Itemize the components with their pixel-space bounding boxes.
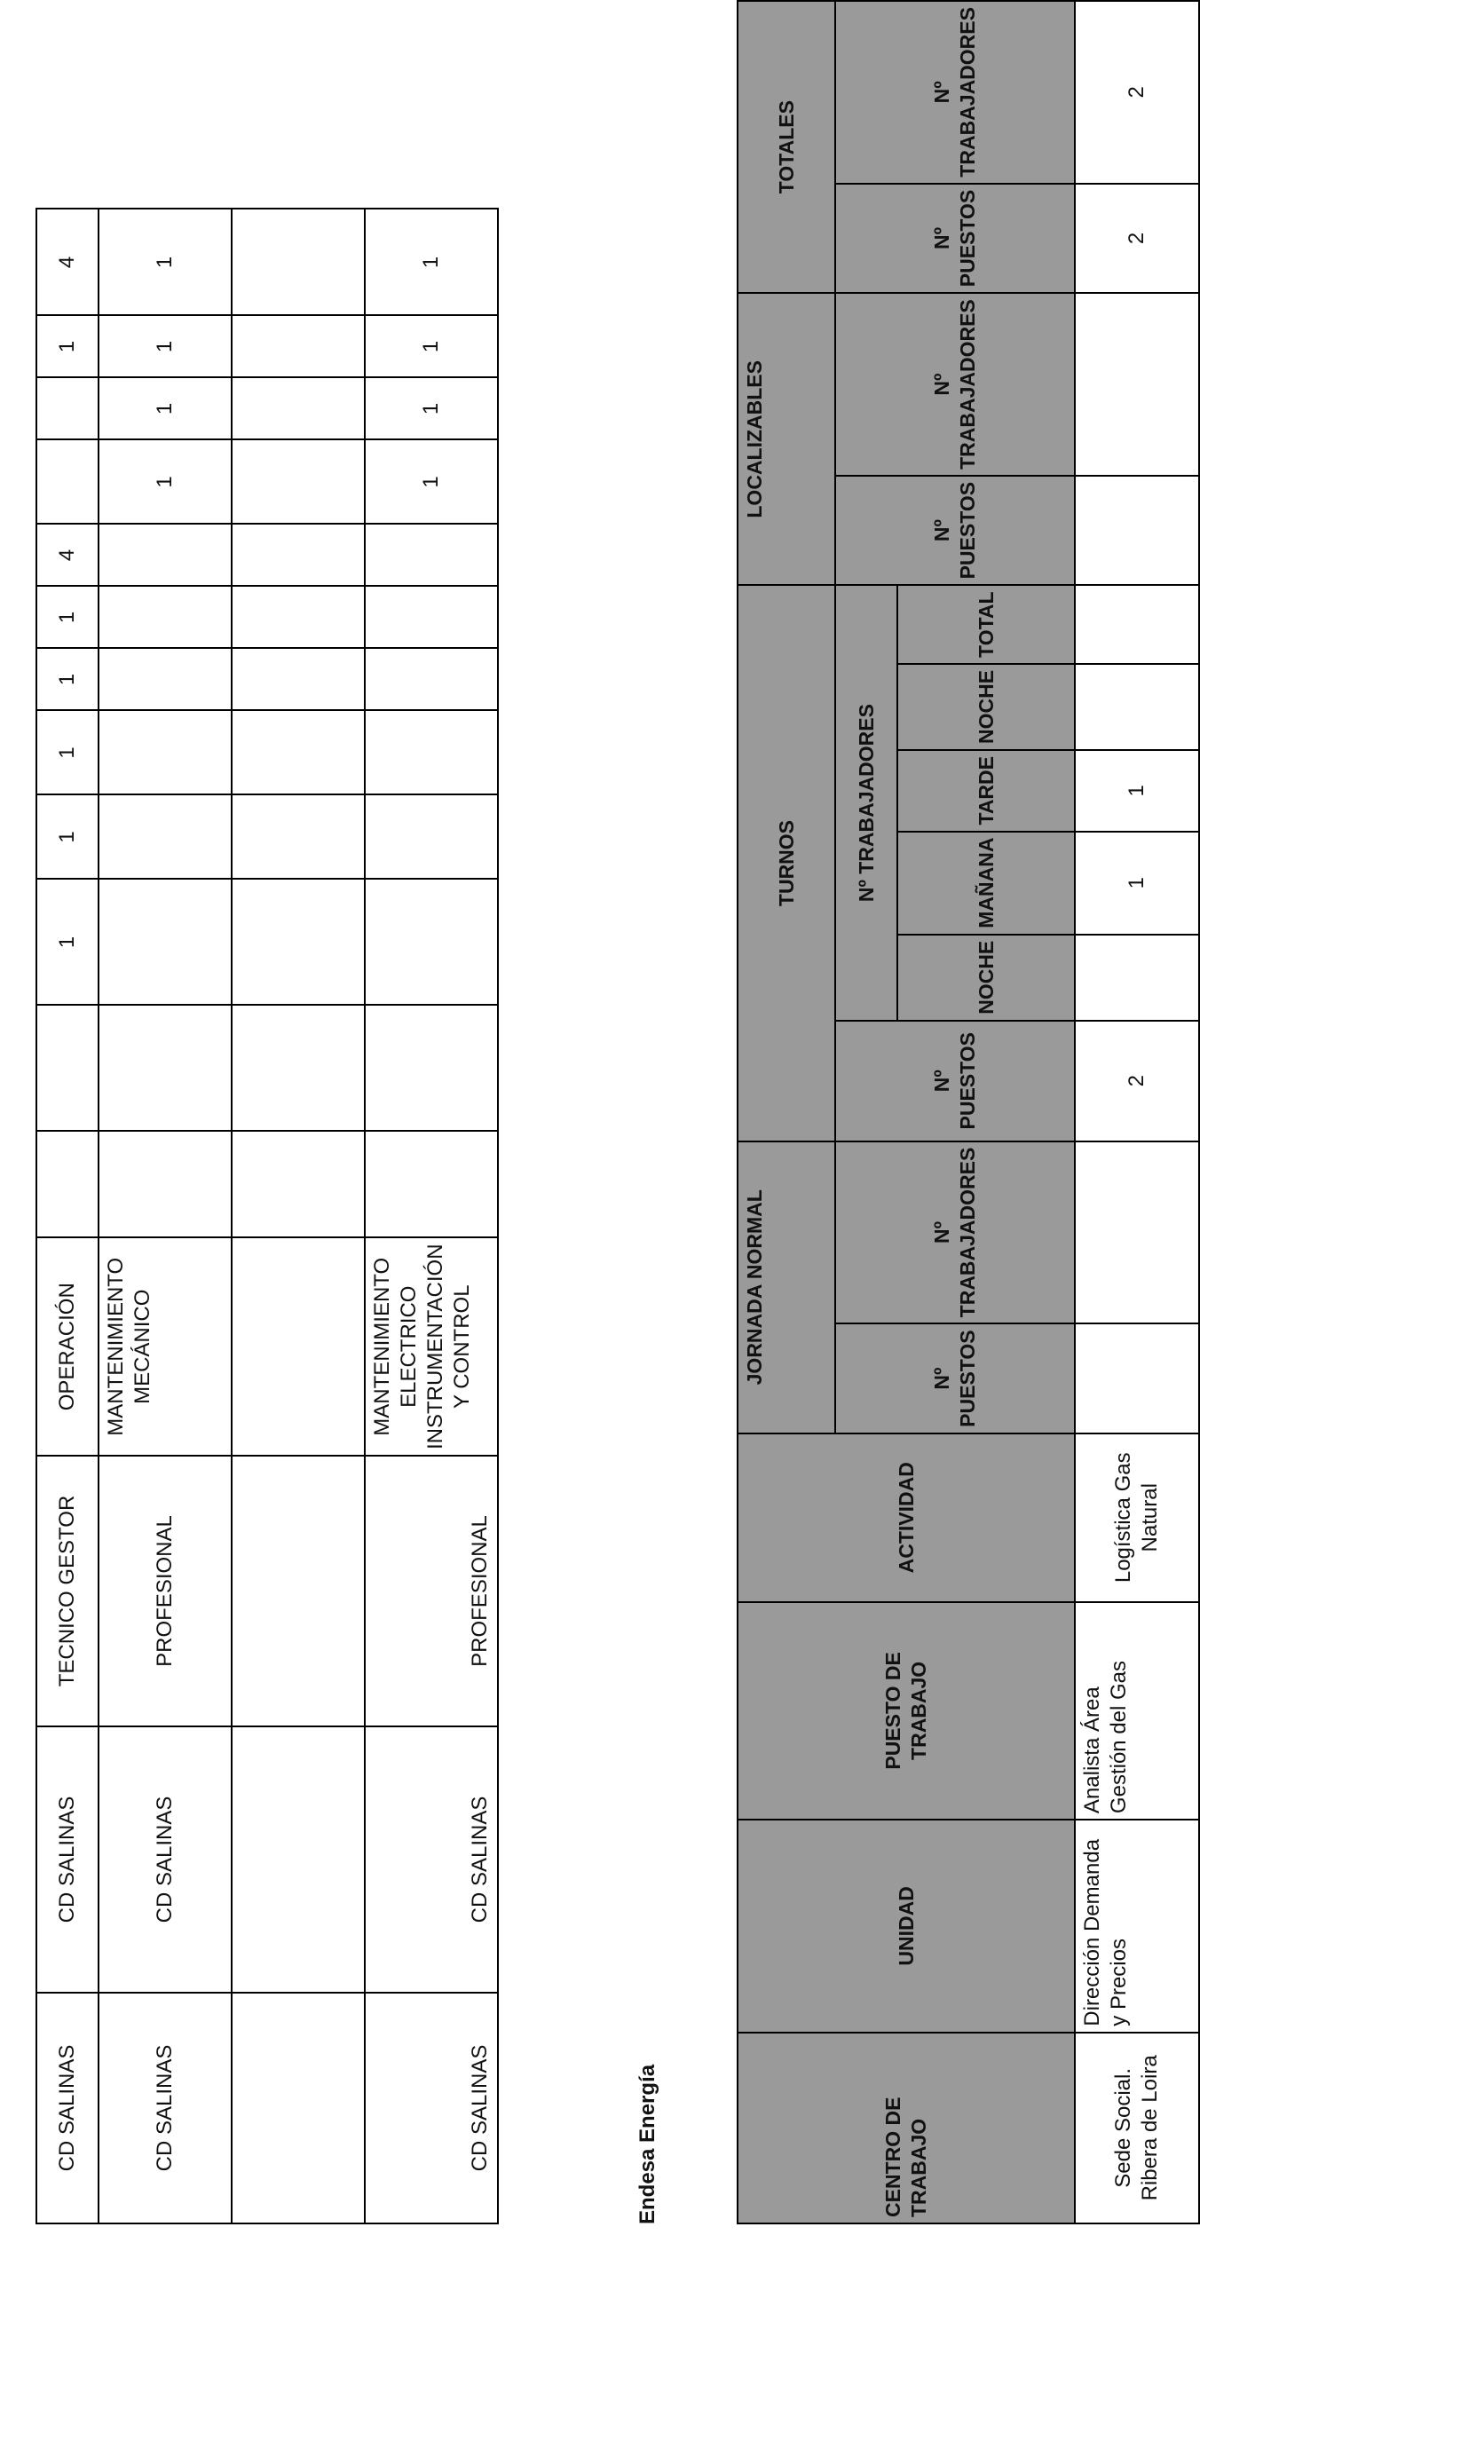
table-cell: 2 xyxy=(1075,184,1199,294)
table-cell: Logística Gas Natural xyxy=(1075,1433,1199,1602)
table-cell: CD SALINAS xyxy=(365,1726,498,1993)
table-cell: CD SALINAS xyxy=(36,1993,99,2223)
table-cell: 1 xyxy=(99,209,232,315)
table-cell xyxy=(232,209,365,315)
table-cell xyxy=(36,1131,99,1237)
table-cell: 2 xyxy=(1075,1,1199,184)
table-cell xyxy=(1075,293,1199,476)
table-cell xyxy=(232,1005,365,1131)
table-cell xyxy=(365,710,498,794)
table-cell: 1 xyxy=(365,209,498,315)
header-puesto: PUESTO DE TRABAJO xyxy=(738,1602,1075,1820)
table-cell: 1 xyxy=(365,439,498,524)
table-cell xyxy=(99,586,232,648)
header-turnos-trabajadores: Nº TRABAJADORES xyxy=(835,585,897,1020)
header-tot-trabajadores: Nº TRABAJADORES xyxy=(835,1,1075,184)
header-loc-trabajadores: Nº TRABAJADORES xyxy=(835,293,1075,476)
table-cell xyxy=(232,1993,365,2223)
header-turnos: TURNOS xyxy=(738,585,835,1141)
header-centro: CENTRO DE TRABAJO xyxy=(738,2033,1075,2223)
header-jornada: JORNADA NORMAL xyxy=(738,1141,835,1433)
table-cell xyxy=(1075,585,1199,664)
table-cell xyxy=(232,794,365,879)
table-cell xyxy=(365,648,498,710)
table-cell xyxy=(232,524,365,586)
table-cell: CD SALINAS xyxy=(99,1726,232,1993)
header-totales: TOTALES xyxy=(738,1,835,293)
table-cell: 4 xyxy=(36,209,99,315)
table-cell: 1 xyxy=(99,439,232,524)
table-cell xyxy=(36,377,99,439)
table-cell xyxy=(1075,1323,1199,1433)
table-cell: MANTENIMIENTO MECÁNICO xyxy=(99,1237,232,1456)
table-cell xyxy=(99,524,232,586)
table-cell xyxy=(232,315,365,377)
table-cell: 1 xyxy=(1075,832,1199,935)
header-loc-puestos: Nº PUESTOS xyxy=(835,476,1075,586)
header-noche: NOCHE xyxy=(897,935,1075,1021)
table-cell xyxy=(232,710,365,794)
header-jornada-puestos: Nº PUESTOS xyxy=(835,1323,1075,1433)
table-cell xyxy=(232,586,365,648)
table-cell: 1 xyxy=(36,794,99,879)
table-cell: 1 xyxy=(365,377,498,439)
table-cell xyxy=(365,794,498,879)
table-cell xyxy=(1075,935,1199,1021)
table-row xyxy=(99,209,232,2223)
table-cell xyxy=(365,524,498,586)
table-cell xyxy=(232,377,365,439)
table-cell xyxy=(365,586,498,648)
table-cell: Analista Área Gestión del Gas xyxy=(1075,1602,1199,1820)
table-cell: Dirección Demanda y Precios xyxy=(1075,1820,1199,2033)
table-cell: CD SALINAS xyxy=(99,1993,232,2223)
table-cell: 1 xyxy=(365,315,498,377)
table-cell: 1 xyxy=(99,377,232,439)
upper-table xyxy=(36,208,499,2224)
table-cell: TECNICO GESTOR xyxy=(36,1456,99,1726)
table-cell: 1 xyxy=(99,315,232,377)
table-cell xyxy=(232,1237,365,1456)
table-cell xyxy=(232,879,365,1005)
table-cell xyxy=(1075,664,1199,750)
table-cell: CD SALINAS xyxy=(365,1993,498,2223)
header-localizables: LOCALIZABLES xyxy=(738,293,835,585)
table-cell: 1 xyxy=(36,315,99,377)
table-cell xyxy=(232,648,365,710)
table-cell: 1 xyxy=(36,879,99,1005)
header-jornada-trabajadores: Nº TRABAJADORES xyxy=(835,1141,1075,1324)
header-actividad: ACTIVIDAD xyxy=(738,1433,1075,1602)
table-cell xyxy=(99,879,232,1005)
header-manana: MAÑANA xyxy=(897,832,1075,935)
table-row xyxy=(365,209,498,2223)
table-cell: 1 xyxy=(1075,750,1199,832)
header-turnos-puestos: Nº PUESTOS xyxy=(835,1021,1075,1141)
table-cell xyxy=(365,879,498,1005)
table-cell xyxy=(99,648,232,710)
table-cell xyxy=(232,1456,365,1726)
table-cell: MANTENIMIENTO ELECTRICO INSTRUMENTACIÓN Y CONTROL xyxy=(365,1237,498,1456)
table-cell: 4 xyxy=(36,524,99,586)
table-row xyxy=(232,209,365,2223)
table-cell: 1 xyxy=(36,648,99,710)
lower-table xyxy=(737,0,1200,2224)
table-cell xyxy=(99,1005,232,1131)
table-cell xyxy=(99,794,232,879)
header-tarde: TARDE xyxy=(897,750,1075,832)
table-cell xyxy=(365,1005,498,1131)
table-cell xyxy=(1075,1141,1199,1324)
table-cell xyxy=(36,1005,99,1131)
table-cell xyxy=(232,439,365,524)
table-cell xyxy=(232,1726,365,1993)
table-cell: PROFESIONAL xyxy=(99,1456,232,1726)
section-title: Endesa Energía xyxy=(635,2064,659,2224)
table-cell xyxy=(365,1131,498,1237)
table-row xyxy=(36,209,99,2223)
table-cell: OPERACIÓN xyxy=(36,1237,99,1456)
table-cell xyxy=(36,439,99,524)
table-cell: PROFESIONAL xyxy=(365,1456,498,1726)
table-cell: Sede Social. Ribera de Loira xyxy=(1075,2033,1199,2223)
table-cell xyxy=(99,1131,232,1237)
table-cell: 1 xyxy=(36,586,99,648)
header-unidad: UNIDAD xyxy=(738,1820,1075,2033)
table-cell xyxy=(1075,476,1199,586)
table-cell: CD SALINAS xyxy=(36,1726,99,1993)
header-noche-2: NOCHE xyxy=(897,664,1075,750)
header-total: TOTAL xyxy=(897,585,1075,664)
header-tot-puestos: Nº PUESTOS xyxy=(835,184,1075,294)
table-cell xyxy=(232,1131,365,1237)
table-cell xyxy=(99,710,232,794)
table-cell: 2 xyxy=(1075,1021,1199,1141)
table-row xyxy=(1075,1,1199,2223)
table-cell: 1 xyxy=(36,710,99,794)
